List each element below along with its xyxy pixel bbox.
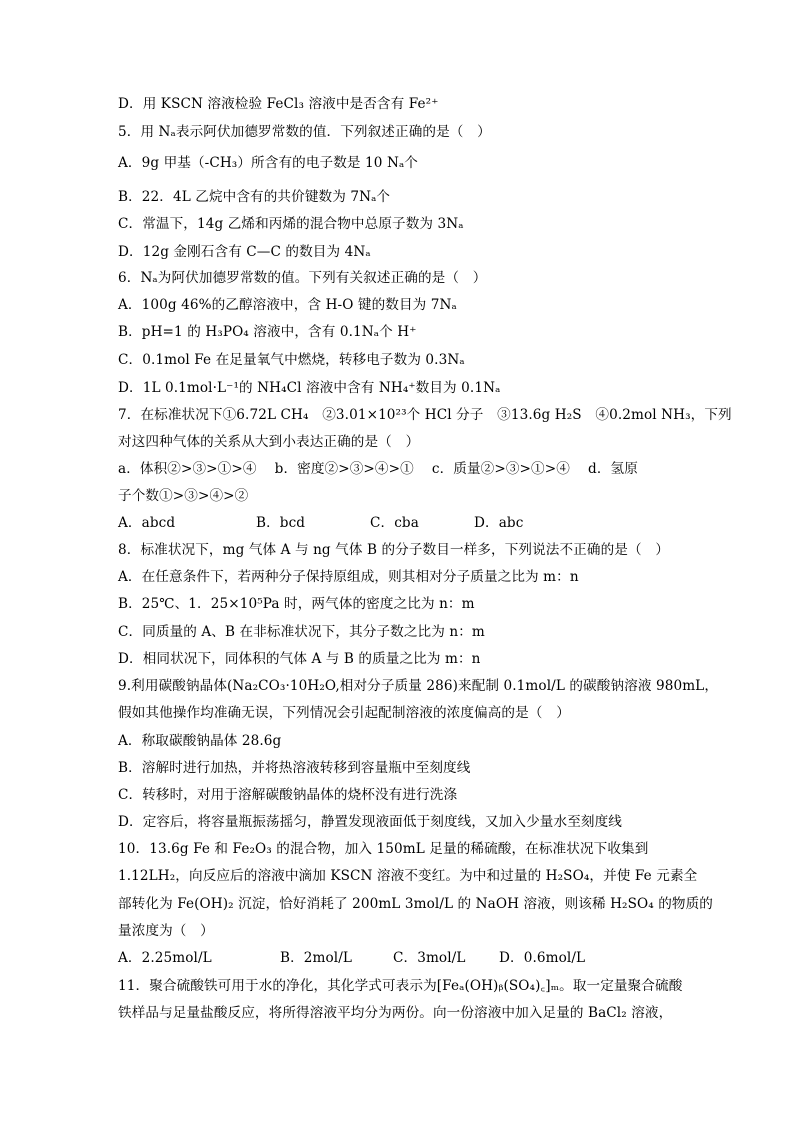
q6-option-b: B．pH=1 的 H₃PO₄ 溶液中，含有 0.1Nₐ个 H⁺ xyxy=(118,324,417,340)
q10-stem-line3: 部转化为 Fe(OH)₂ 沉淀，恰好消耗了 200mL 3mol/L 的 NaOH 溶液，则该稀 H₂SO₄ 的物质的 xyxy=(118,896,713,912)
q6-stem: 6．Nₐ为阿伏加德罗常数的值。下列有关叙述正确的是（ ） xyxy=(118,270,487,286)
q10-option-a: A．2.25mol/L xyxy=(118,950,212,966)
q10-options xyxy=(118,948,688,968)
q5-option-a: A．9g 甲基（-CH₃）所含有的电子数是 10 Nₐ个 xyxy=(118,155,418,171)
q4-option-d: D．用 KSCN 溶液检验 FeCl₃ 溶液中是否含有 Fe²⁺ xyxy=(118,96,439,112)
q10-option-b: B．2mol/L xyxy=(280,950,353,966)
q7-option-b: B．bcd xyxy=(256,515,306,531)
q6-option-d: D．1L 0.1mol·L⁻¹的 NH₄Cl 溶液中含有 NH₄⁺数目为 0.1Nₐ xyxy=(118,380,501,396)
q10-stem-line4: 量浓度为（ ） xyxy=(118,923,214,939)
q8-option-a: A．在任意条件下，若两种分子保持原组成，则其相对分子质量之比为 m：n xyxy=(118,569,579,585)
q9-option-c: C．转移时，对用于溶解碳酸钠晶体的烧杯没有进行洗涤 xyxy=(118,787,458,803)
q9-stem-line1: 9.利用碳酸钠晶体(Na₂CO₃·10H₂O,相对分子质量 286)来配制 0.1mol/L 的碳酸钠溶液 980mL， xyxy=(118,678,719,694)
q7-options xyxy=(118,513,688,533)
q10-stem-line2: 1.12LH₂，向反应后的溶液中滴加 KSCN 溶液不变红。为中和过量的 H₂SO₄，并使 Fe 元素全 xyxy=(118,868,698,884)
q11-stem-line2: 铁样品与足量盐酸反应，将所得溶液平均分为两份。向一份溶液中加入足量的 BaCl₂ 溶液， xyxy=(118,1005,673,1021)
q8-option-d: D．相同状况下，同体积的气体 A 与 B 的质量之比为 m：n xyxy=(118,651,481,667)
q10-option-c: C．3mol/L xyxy=(393,950,466,966)
q7-stem-line1: 7．在标准状况下①6.72L CH₄ ②3.01×10²³个 HCl 分子 ③13.6g H₂S ④0.2mol NH₃，下列 xyxy=(118,407,732,423)
q6-option-c: C．0.1mol Fe 在足量氧气中燃烧，转移电子数为 0.3Nₐ xyxy=(118,352,465,368)
q10-stem-line1: 10．13.6g Fe 和 Fe₂O₃ 的混合物，加入 150mL 足量的稀硫酸，在标准状况下收集到 xyxy=(118,841,649,857)
q9-option-d: D．定容后，将容量瓶振荡摇匀，静置发现液面低于刻度线，又加入少量水至刻度线 xyxy=(118,814,622,830)
q9-stem-line2: 假如其他操作均准确无误，下列情况会引起配制溶液的浓度偏高的是（ ） xyxy=(118,705,570,721)
q8-option-b: B．25℃、1．25×10⁵Pa 时，两气体的密度之比为 n：m xyxy=(118,596,475,612)
q5-option-d: D．12g 金刚石含有 C—C 的数目为 4Nₐ xyxy=(118,244,371,260)
q7-option-c: C．cba xyxy=(370,515,419,531)
q7-sub-line2: 子个数①>③>④>② xyxy=(118,488,249,504)
q8-stem: 8．标准状况下，mg 气体 A 与 ng 气体 B 的分子数目一样多，下列说法不正确的是（ ） xyxy=(118,542,670,558)
q5-option-b: B．22．4L 乙烷中含有的共价键数为 7Nₐ个 xyxy=(118,189,391,205)
q7-option-d: D．abc xyxy=(474,515,524,531)
q10-option-d: D．0.6mol/L xyxy=(499,950,586,966)
q6-option-a: A．100g 46%的乙醇溶液中，含 H-O 键的数目为 7Nₐ xyxy=(118,297,457,313)
q9-option-b: B．溶解时进行加热，并将热溶液转移到容量瓶中至刻度线 xyxy=(118,760,471,776)
q5-stem: 5．用 Nₐ表示阿伏加德罗常数的值．下列叙述正确的是（ ） xyxy=(118,124,491,140)
q11-stem-line1: 11．聚合硫酸铁可用于水的净化，其化学式可表示为[Feₐ(OH)ᵦ(SO₄)꜀]ₘ。取一定量聚合硫酸 xyxy=(118,978,683,994)
q7-stem-line2: 对这四种气体的关系从大到小表达正确的是（ ） xyxy=(118,434,420,450)
q7-sub-line1: a．体积②>③>①>④ b．密度②>③>④>① c．质量②>③>①>④ d．氢原 xyxy=(118,461,638,477)
q5-option-c: C．常温下，14g 乙烯和丙烯的混合物中总原子数为 3Nₐ xyxy=(118,216,464,232)
q7-option-a: A．abcd xyxy=(118,515,176,531)
q8-option-c: C．同质量的 A、B 在非标准状况下，其分子数之比为 n：m xyxy=(118,624,485,640)
q9-option-a: A．称取碳酸钠晶体 28.6g xyxy=(118,733,282,749)
